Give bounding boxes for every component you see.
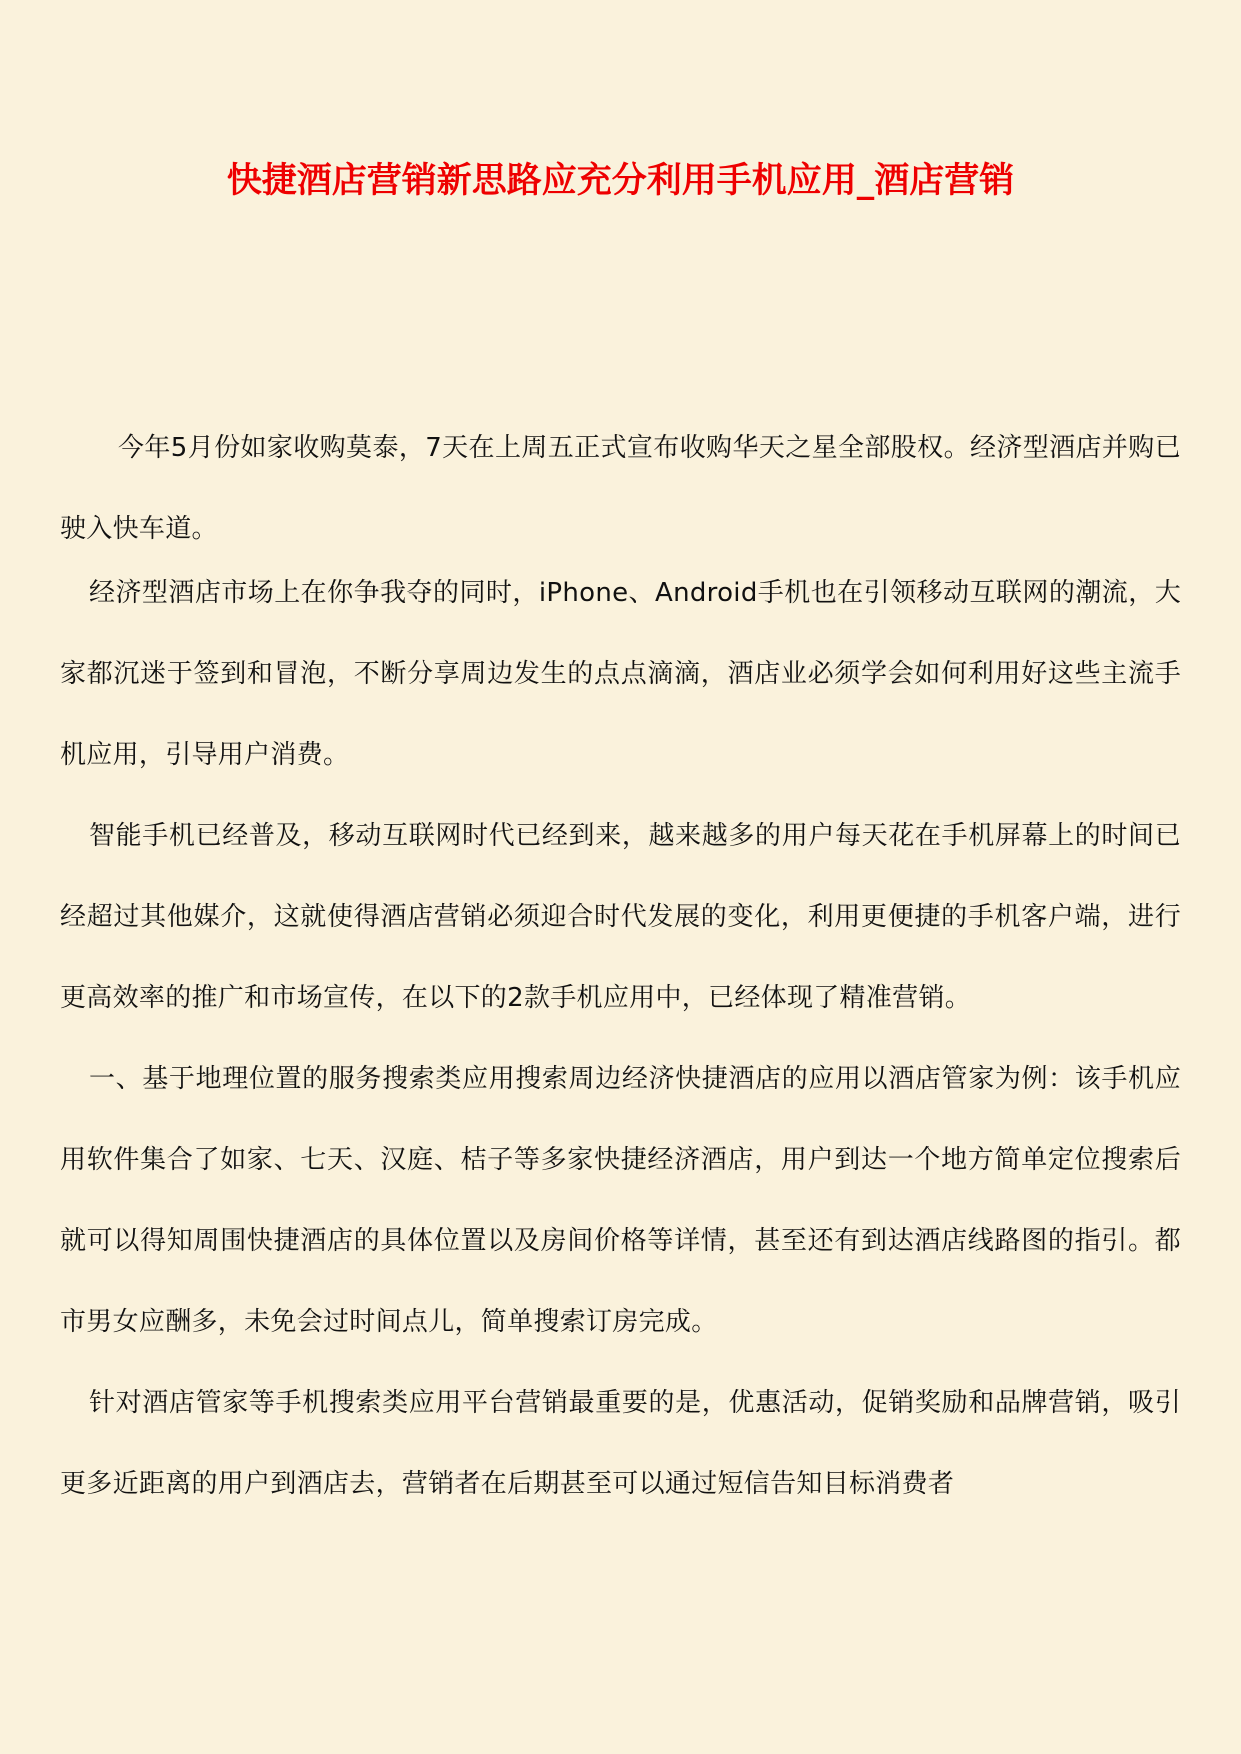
paragraph-5: 针对酒店管家等手机搜索类应用平台营销最重要的是，优惠活动，促销奖励和品牌营销，吸引更多近距离的用户到酒店去，营销者在后期甚至可以通过短信告知目标消费者 — [60, 1388, 1181, 1499]
paragraph-1: 今年5月份如家收购莫泰，7天在上周五正式宣布收购华天之星全部股权。经济型酒店并购已驶入快车道。 — [60, 433, 1181, 544]
document-body — [60, 408, 1181, 1525]
paragraph-2: 经济型酒店市场上在你争我夺的同时，iPhone、Android手机也在引领移动互联网的潮流，大家都沉迷于签到和冒泡，不断分享周边发生的点点滴滴，酒店业必须学会如何利用好这些主流手机应用，引导用户消费。 — [60, 578, 1181, 770]
document-title: 快捷酒店营销新思路应充分利用手机应用_酒店营销 — [226, 160, 1015, 201]
paragraph-3: 智能手机已经普及，移动互联网时代已经到来，越来越多的用户每天花在手机屏幕上的时间已经超过其他媒介，这就使得酒店营销必须迎合时代发展的变化，利用更便捷的手机客户端，进行更高效率的推广和市场宣传，在以下的2款手机应用中，已经体现了精准营销。 — [60, 821, 1181, 1013]
paragraph-4: 一、基于地理位置的服务搜索类应用搜索周边经济快捷酒店的应用以酒店管家为例：该手机应用软件集合了如家、七天、汉庭、桔子等多家快捷经济酒店，用户到达一个地方简单定位搜索后就可以得知周围快捷酒店的具体位置以及房间价格等详情，甚至还有到达酒店线路图的指引。都市男女应酬多，未免会过时间点儿，简单搜索订房完成。 — [60, 1064, 1181, 1337]
